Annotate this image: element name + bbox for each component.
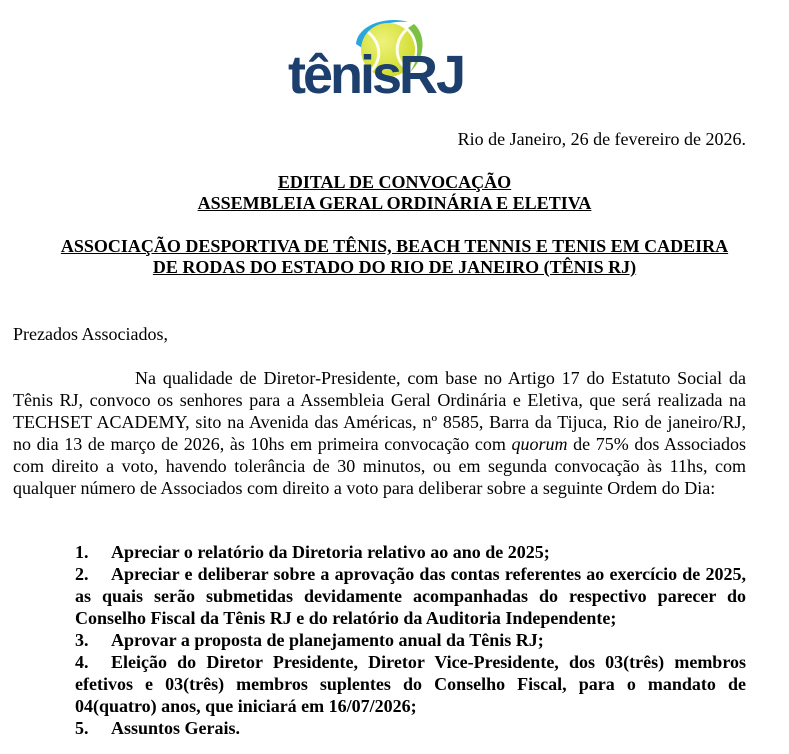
salutation: Prezados Associados, [13, 324, 168, 344]
agenda-item-text: Aprovar a proposta de planejamento anual da Tênis RJ; [111, 630, 544, 650]
agenda-item-text: Apreciar o relatório da Diretoria relativo ao ano de 2025; [111, 542, 550, 562]
tenis-rj-logo [282, 8, 482, 108]
agenda-item [75, 629, 746, 651]
logo-text-suffix: RJ [399, 45, 465, 105]
heading-associacao-line1: ASSOCIAÇÃO DESPORTIVA DE TÊNIS, BEACH TENNIS E TENIS EM CADEIRA [60, 236, 729, 256]
date-line: Rio de Janeiro, 26 de fevereiro de 2026. [457, 129, 746, 149]
agenda-item [75, 717, 746, 739]
agenda-item [75, 651, 746, 717]
body-text-part1: Na qualidade de Diretor-Presidente, com base no Artigo 17 do Estatuto Social da Tênis RJ, convoco os senhores para a Assembleia Geral Ordinária e Eletiva, que será realizada na TECHSET ACADEMY, sito na Avenida das Américas, nº 8585, Barra da Tijuca, Rio de janeiro/RJ, no dia 13 de março de 2026, às 10hs em primeira convocação com [13, 368, 746, 454]
agenda-item-text: Apreciar e deliberar sobre a aprovação das contas referentes ao exercício de 2025, as quais serão submetidas devidamente acompanhadas do respectivo parecer do Conselho Fiscal da Tênis RJ e do relatório da Auditoria Independente; [75, 564, 746, 628]
body-paragraph [13, 367, 746, 499]
agenda-item-number: 1. [75, 542, 89, 562]
agenda-item-number: 2. [75, 564, 89, 584]
agenda-item-text: Eleição do Diretor Presidente, Diretor Vice-Presidente, dos 03(três) membros efetivos e 03(três) membros suplentes do Conselho Fiscal, para o mandato de 04(quatro) anos, que iniciará em 16/07/2026; [75, 652, 746, 716]
heading-associacao-line2: DE RODAS DO ESTADO DO RIO DE JANEIRO (TÊNIS RJ) [152, 257, 637, 277]
agenda-item-number: 4. [75, 652, 89, 672]
logo-text-prefix: tênis [288, 45, 400, 105]
body-text-part2: de 75% dos Associados com direito a voto, havendo tolerância de 30 minutos, ou em segunda convocação às 11hs, com qualquer número de Associados com direito a voto para deliberar sobre a seguinte Ordem do Dia: [13, 434, 746, 498]
agenda-list [75, 541, 746, 739]
body-text-italic: quorum [511, 434, 568, 454]
agenda-item-number: 5. [75, 718, 89, 738]
logo-wordmark [288, 45, 465, 105]
heading-assembleia: ASSEMBLEIA GERAL ORDINÁRIA E ELETIVA [197, 193, 592, 213]
agenda-item-number: 3. [75, 630, 89, 650]
agenda-item [75, 563, 746, 629]
heading-edital: EDITAL DE CONVOCAÇÃO [277, 172, 512, 192]
agenda-item-text: Assuntos Gerais. [111, 718, 241, 738]
agenda-item [75, 541, 746, 563]
